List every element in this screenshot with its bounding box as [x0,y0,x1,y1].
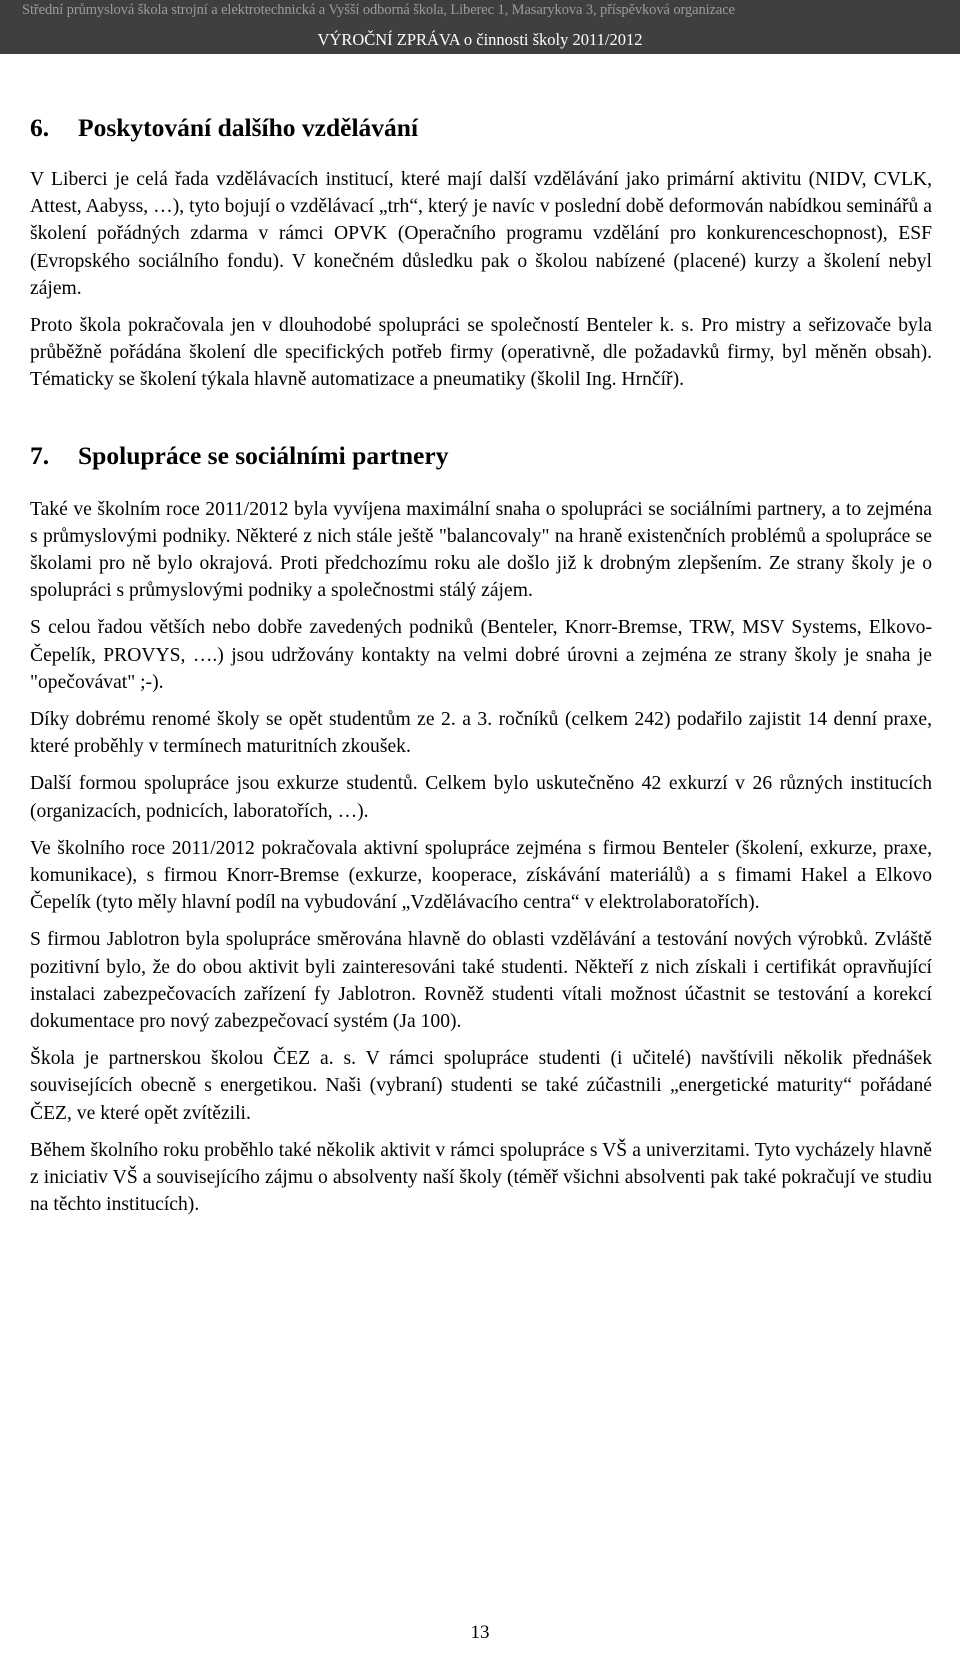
section-7-heading [30,440,932,472]
section-7-paragraph: S celou řadou větších nebo dobře zavedených podniků (Benteler, Knorr-Bremse, TRW, MSV Systems, Elkovo-Čepelík, PROVYS, ….) jsou udržovány kontakty na velmi dobré úrovni a zejména ze strany školy je snaha je "opečovávat" ;-). [30,617,932,693]
section-7-paragraph: Během školního roku proběhlo také několik aktivit v rámci spolupráce s VŠ a univerzitami. Tyto vycházely hlavně z iniciativ VŠ a souvisejícího zájmu o absolventy naší školy (téměř všichni absolventi pak také pokračují ve studiu na těchto institucích). [30,1139,932,1216]
header-report-title: VÝROČNÍ ZPRÁVA o činnosti školy 2011/2012 [317,30,643,49]
section-6-number: 6. [30,113,50,142]
section-7-paragraph: Také ve školním roce 2011/2012 byla vyvíjena maximální snaha o spolupráci se sociálními partnery, a to zejména s průmyslovými podniky. Některé z nich stále ještě "balancovaly" na hraně existenčních problémů a spolupráce se školami pro ně bylo okrajová. Proti předchozímu roku ale došlo již k drobným zlepšením. Ze strany školy je o spolupráci s průmyslovými podniky a společnostmi stálý zájem. [30,498,932,602]
document-body [30,112,932,1229]
page-header [0,0,960,54]
page-number: 13 [470,1622,490,1643]
section-7-paragraph: Škola je partnerskou školou ČEZ a. s. V rámci spolupráce studenti (i učitelé) navštívili několik přednášek souvisejících obecně s energetikou. Naši (vybraní) studenti se také zúčastnili „energetické maturity“ pořádané ČEZ, ve které opět zvítězili. [30,1048,932,1124]
section-7-number: 7. [30,440,50,470]
section-7-paragraph: Díky dobrému renomé školy se opět studentům ze 2. a 3. ročníků (celkem 242) podařilo zajistit 14 denní praxe, které proběhly v termínech maturitních zkoušek. [30,709,932,758]
section-7-paragraph: Další formou spolupráce jsou exkurze studentů. Celkem bylo uskutečněno 42 exkurzí v 26 různých institucích (organizacích, podnicích, laboratořích, …). [30,773,932,822]
section-6-paragraph: Proto škola pokračovala jen v dlouhodobé spolupráci se společností Benteler k. s. Pro mistry a seřizovače byla průběžně pořádána školení dle specifických potřeb firmy (operativně, dle požadavků firmy, byl měněn obsah). Tématicky se školení týkala hlavně automatizace a pneumatiky (školil Ing. Hrnčíř). [30,315,932,391]
section-6-paragraph: V Liberci je celá řada vzdělávacích institucí, které mají další vzdělávání jako primární aktivitu (NIDV, CVLK, Attest, Aabyss, …), tyto bojují o vzdělávací „trh“, který je navíc v poslední době deformován nabídkou seminářů a školení pořádných zdarma v rámci OPVK (Operačního programu vzdělání pro konkurenceschopnost), ESF (Evropského sociálního fondu). V konečném důsledku pak o školou nabízené (placené) kurzy a školení nebyl zájem. [30,169,932,299]
section-7-paragraph: Ve školního roce 2011/2012 pokračovala aktivní spolupráce zejména s firmou Benteler (školení, exkurze, praxe, komunikace), s firmou Knorr-Bremse (exkurze, kooperace, získávání materiálů) a s fimami Hakel a Elkovo Čepelík (tyto měly hlavní podíl na vybudování „Vzdělávacího centra“ v elektrolaboratořích). [30,837,932,914]
header-school-name: Střední průmyslová škola strojní a elektrotechnická a Vyšší odborná škola, Liberec 1, Masarykova 3, příspěvková organizace [22,2,735,18]
section-6-title: Poskytování dalšího vzdělávání [78,113,419,142]
section-7-title: Spolupráce se sociálními partnery [78,440,449,470]
section-7-paragraph: S firmou Jablotron byla spolupráce směrována hlavně do oblasti vzdělávání a testování nových výrobků. Zvláště pozitivní bylo, že do obou aktivit byli zainteresováni také studenti. Někteří z nich získali i certifikát opravňující instalaci zabezpečovacích zařízení fy Jablotron. Rovněž studenti vítali možnost účastnit se testování a korekcí dokumentace pro nový zabezpečovací systém (Ja 100). [30,929,932,1033]
section-6-heading [30,112,932,144]
